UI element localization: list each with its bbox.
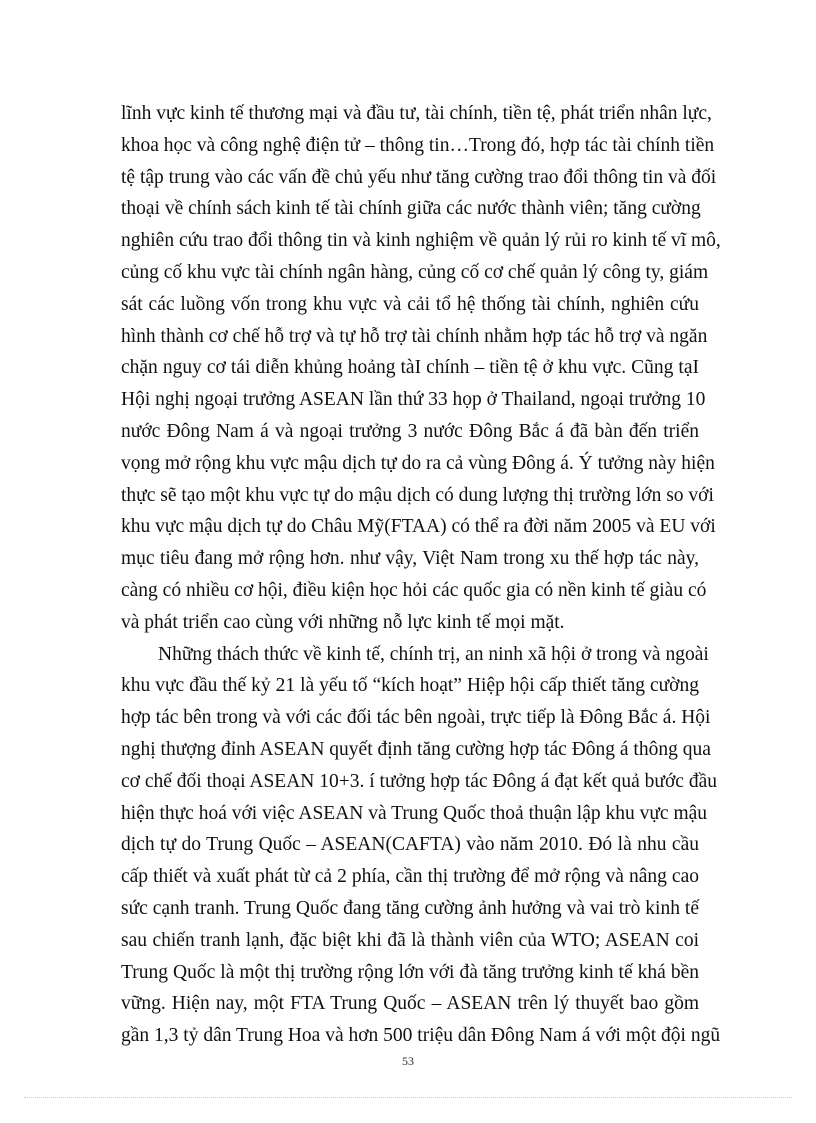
text-line: càng có nhiều cơ hội, điều kiện học hỏi các quốc gia có nền kinh tế giàu có [121,579,707,601]
text-line: tệ tập trung vào các vấn đề chủ yếu như tăng cường trao đổi thông tin và đối [121,166,717,188]
text-line: hình thành cơ chế hỗ trợ và tự hỗ trợ tài chính nhằm hợp tác hỗ trợ và ngăn [121,325,708,347]
text-line: vững. Hiện nay, một FTA Trung Quốc – ASEAN trên lý thuyết bao gồm [121,993,699,1015]
text-line: chặn nguy cơ tái diễn khủng hoảng tàI chính – tiền tệ ở khu vực. Cũng tạI [121,357,699,379]
text-line: lĩnh vực kinh tế thương mại và đầu tư, tài chính, tiền tệ, phát triển nhân lực, [121,103,712,124]
text-line: cấp thiết và xuất phát từ cả 2 phía, cần thị trường để mở rộng và nâng cao [121,866,699,888]
text-line: sức cạnh tranh. Trung Quốc đang tăng cường ảnh hưởng và vai trò kinh tế [121,897,699,919]
text-line: Những thách thức về kinh tế, chính trị, an ninh xã hội ở trong và ngoài [158,643,709,665]
page-number: 53 [402,1054,414,1068]
text-line: cơ chế đối thoại ASEAN 10+3. í tưởng hợp tác Đông á đạt kết quả bước đầu [121,770,717,792]
text-line: Trung Quốc là một thị trường rộng lớn với đà tăng trưởng kinh tế khá bền [121,961,699,983]
text-line: mục tiêu đang mở rộng hơn. như vậy, Việt Nam trong xu thế hợp tác này, [121,548,699,570]
text-line: khoa học và công nghệ điện tử – thông tin…Trong đó, hợp tác tài chính tiền [121,134,715,156]
text-line: hợp tác bên trong và với các đối tác bên ngoài, trực tiếp là Đông Bắc á. Hội [121,707,711,729]
text-line: nước Đông Nam á và ngoại trưởng 3 nước Đông Bắc á đã bàn đến triển [121,420,699,442]
text-line: gần 1,3 tỷ dân Trung Hoa và hơn 500 triệu dân Đông Nam á với một đội ngũ [121,1025,721,1047]
text-line: sau chiến tranh lạnh, đặc biệt khi đã là thành viên của WTO; ASEAN coi [121,929,699,951]
text-line: sát các luồng vốn trong khu vực và cải tổ hệ thống tài chính, nghiên cứu [121,293,699,315]
body-text [121,98,721,1052]
text-line: nghiên cứu trao đổi thông tin và kinh nghiệm về quản lý rủi ro kinh tế vĩ mô, [121,230,721,252]
text-line: thoại về chính sách kinh tế tài chính giữa các nước thành viên; tăng cường [121,198,701,220]
footer-divider [24,1097,792,1098]
text-line: thực sẽ tạo một khu vực tự do mậu dịch có dung lượng thị trường lớn so với [121,484,714,506]
text-line: củng cố khu vực tài chính ngân hàng, củng cố cơ chế quản lý công ty, giám [121,261,709,283]
paragraph-1 [121,98,721,639]
text-line: vọng mở rộng khu vực mậu dịch tự do ra cả vùng Đông á. Ý tưởng này hiện [121,452,715,474]
text-line: khu vực mậu dịch tự do Châu Mỹ(FTAA) có thể ra đời năm 2005 và EU với [121,516,716,538]
text-line: dịch tự do Trung Quốc – ASEAN(CAFTA) vào năm 2010. Đó là nhu cầu [121,834,699,856]
text-line: nghị thượng đỉnh ASEAN quyết định tăng cường hợp tác Đông á thông qua [121,738,711,760]
text-line: hiện thực hoá với việc ASEAN và Trung Quốc thoả thuận lập khu vực mậu [121,802,708,824]
paragraph-2 [121,639,721,1052]
text-line: và phát triển cao cùng với những nỗ lực kinh tế mọi mặt. [121,611,565,633]
text-line: Hội nghị ngoại trưởng ASEAN lần thứ 33 họp ở Thailand, ngoại trưởng 10 [121,389,706,411]
text-line: khu vực đầu thế kỷ 21 là yếu tố “kích hoạt” Hiệp hội cấp thiết tăng cường [121,675,699,697]
